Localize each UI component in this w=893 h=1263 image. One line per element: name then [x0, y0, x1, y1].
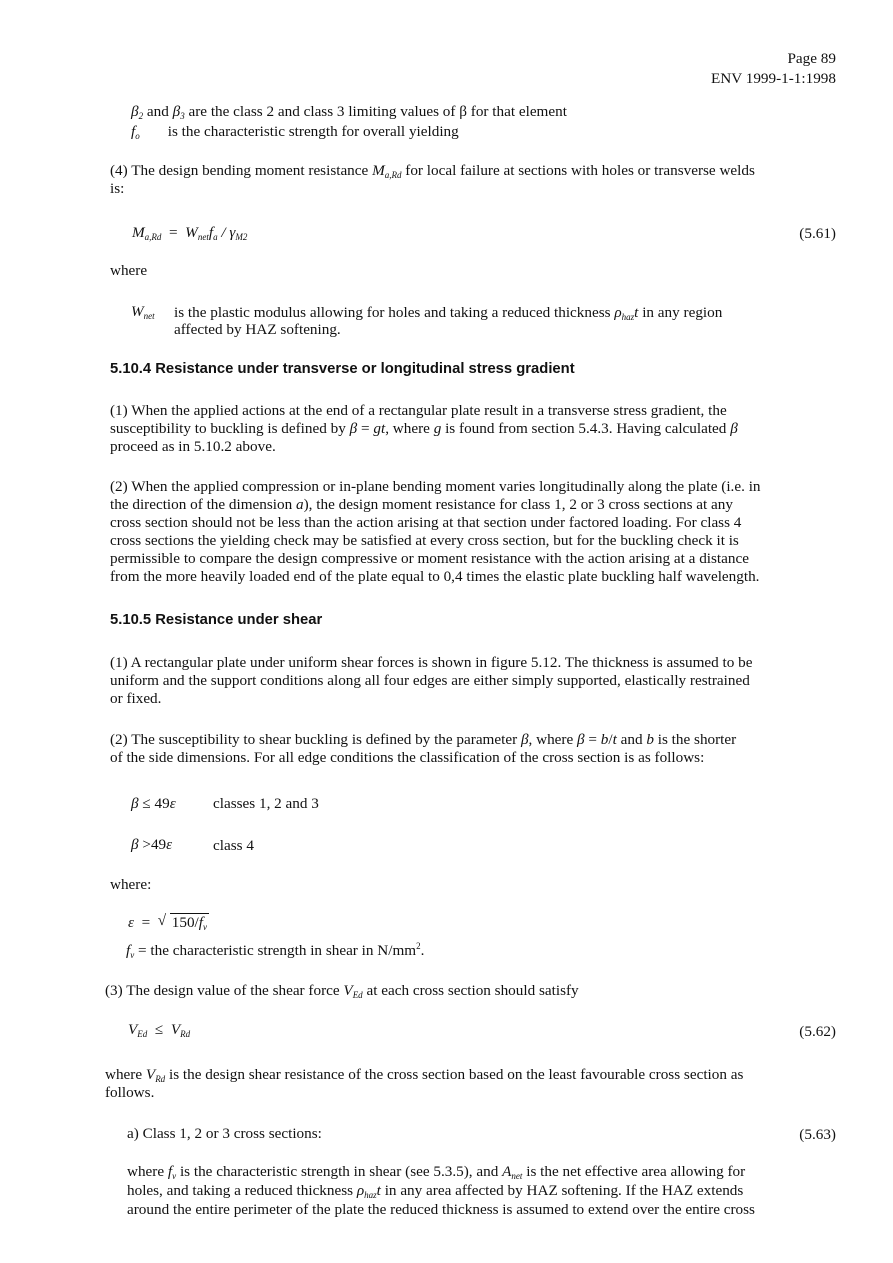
- p5105-1-line2: uniform and the support conditions along all four edges are either simply supported, elastically restrained: [110, 672, 750, 689]
- paragraph-4-line2: is:: [110, 180, 125, 197]
- p5104-1-line2: susceptibility to buckling is defined by β = gt, where g is found from section 5.4.3. Having calculated β: [110, 420, 738, 437]
- vrd-definition-line2: follows.: [105, 1084, 155, 1101]
- p5104-2-line6: from the more heavily loaded end of the plate equal to 0,4 times the elastic plate buckling half wavelength.: [110, 568, 760, 585]
- page-number: Page 89: [787, 50, 836, 67]
- p5104-2-line1: (2) When the applied compression or in-plane bending moment varies longitudinally along the plate (i.e. in: [110, 478, 761, 495]
- p5105-2-line1: (2) The susceptibility to shear buckling is defined by the parameter β, where β = b/t and b is the shorter: [110, 731, 737, 748]
- wnet-symbol: $W_{net}$: [131, 303, 155, 321]
- p5104-1-line1: (1) When the applied actions at the end of a rectangular plate result in a transverse stress gradient, the: [110, 402, 727, 419]
- case-a-text: a) Class 1, 2 or 3 cross sections:: [127, 1125, 322, 1142]
- final-paragraph-line2: holes, and taking a reduced thickness $\rho_{haz}t$ in any area affected by HAZ softening. If the HAZ extends: [127, 1182, 744, 1200]
- beta-definition: $\beta_2$ and $\beta_3$ are the class 2 and class 3 limiting values of β for that element: [131, 103, 567, 121]
- wnet-definition-line1: is the plastic modulus allowing for holes and taking a reduced thickness $\rho_{haz}t$ in any region: [174, 304, 723, 322]
- epsilon-equation: ε = √ $150/f_v$: [128, 912, 208, 932]
- paragraph-3: (3) The design value of the shear force $V_{Ed}$ at each cross section should satisfy: [105, 982, 579, 1000]
- class-row-2-label: class 4: [213, 837, 254, 854]
- where-label: where: [110, 262, 148, 279]
- equation-number-5-63: (5.63): [799, 1126, 836, 1143]
- final-paragraph-line3: around the entire perimeter of the plate the reduced thickness is assumed to extend over the entire cross: [127, 1201, 755, 1218]
- fo-definition: $f_o$ is the characteristic strength for overall yielding: [131, 123, 459, 141]
- p5104-2-line4: cross sections the yielding check may be satisfied at every cross section, but for the buckling check it is: [110, 532, 739, 549]
- p5105-1-line1: (1) A rectangular plate under uniform shear forces is shown in figure 5.12. The thickness is assumed to be: [110, 654, 753, 671]
- vrd-definition-line1: where $V_{Rd}$ is the design shear resistance of the cross section based on the least favourable cross section as: [105, 1066, 744, 1084]
- equation-number-5-61: (5.61): [799, 225, 836, 242]
- fv-definition: $f_v$ = the characteristic strength in shear in $N/mm^2$.: [126, 941, 425, 960]
- section-heading-5-10-4: 5.10.4 Resistance under transverse or longitudinal stress gradient: [110, 361, 575, 377]
- p5104-2-line5: permissible to compare the design compressive or moment resistance with the action arising at a distance: [110, 550, 749, 567]
- where-colon-label: where:: [110, 876, 152, 893]
- equation-number-5-62: (5.62): [799, 1023, 836, 1040]
- equation-5-61: $M_{a,Rd} = W_{net}f_a / \gamma_{M2}$: [132, 224, 248, 242]
- p5105-1-line3: or fixed.: [110, 690, 162, 707]
- p5104-1-line3: proceed as in 5.10.2 above.: [110, 438, 276, 455]
- p5105-2-line2: of the side dimensions. For all edge conditions the classification of the cross section is as follows:: [110, 749, 705, 766]
- class-row-1-condition: β ≤ 49ε: [131, 795, 176, 812]
- wnet-definition-line2: affected by HAZ softening.: [174, 321, 341, 338]
- p5104-2-line2: the direction of the dimension a), the design moment resistance for class 1, 2 or 3 cross sections at any: [110, 496, 733, 513]
- class-row-2-condition: β >49ε: [131, 836, 173, 853]
- paragraph-4-line1: (4) The design bending moment resistance $M_{a,Rd}$ for local failure at sections with holes or transverse welds: [110, 162, 755, 180]
- section-heading-5-10-5: 5.10.5 Resistance under shear: [110, 612, 323, 628]
- equation-5-62: $V_{Ed} \le V_{Rd}$: [128, 1021, 191, 1039]
- standard-reference: ENV 1999-1-1:1998: [710, 70, 836, 87]
- final-paragraph-line1: where $f_v$ is the characteristic strength in shear (see 5.3.5), and $A_{net}$ is the net effective area allowing for: [127, 1163, 746, 1181]
- class-row-1-label: classes 1, 2 and 3: [213, 795, 319, 812]
- p5104-2-line3: cross section should not be less than the action arising at that section under factored loading. For class 4: [110, 514, 742, 531]
